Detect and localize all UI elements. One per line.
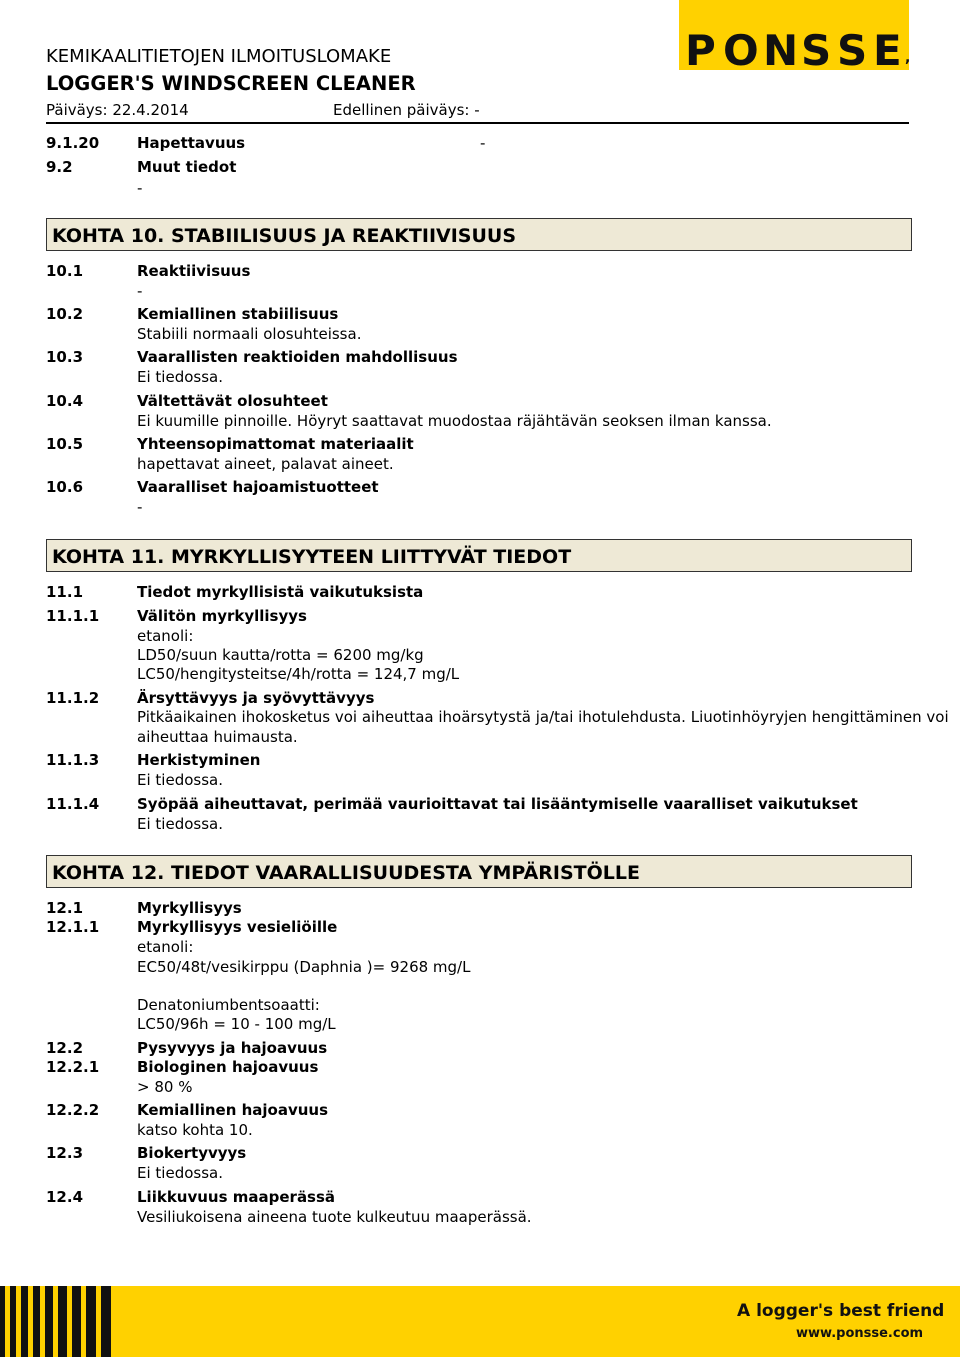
item-value: Ei tiedossa. — [137, 815, 223, 833]
product-name: LOGGER'S WINDSCREEN CLEANER — [46, 72, 416, 95]
item-number: 11.1 — [46, 583, 84, 601]
item-number: 10.5 — [46, 435, 84, 453]
item-number: 12.3 — [46, 1144, 84, 1162]
item-number: 12.4 — [46, 1188, 84, 1206]
item-number: 12.2.2 — [46, 1101, 100, 1119]
section-heading-12 — [46, 855, 912, 888]
footer-website: www.ponsse.com — [796, 1326, 924, 1341]
item-value: EC50/48t/vesikirppu (Daphnia )= 9268 mg/L — [137, 958, 471, 976]
item-title: Kemiallinen hajoavuus — [137, 1101, 329, 1119]
item-number: 9.1.20 — [46, 134, 100, 152]
section-title: KOHTA 10. STABIILISUUS JA REAKTIIVISUUS — [52, 225, 517, 247]
item-title: Myrkyllisyys vesieliöille — [137, 918, 338, 936]
logo-letter: P — [685, 26, 716, 75]
item-value: > 80 % — [137, 1078, 193, 1096]
item-title: Syöpää aiheuttavat, perimää vaurioittavat tai lisääntymiselle vaaralliset vaikutukset — [137, 795, 858, 813]
item-value: LC50/96h = 10 - 100 mg/L — [137, 1015, 336, 1033]
item-title: Ärsyttävyys ja syövyttävyys — [137, 689, 375, 707]
item-value: hapettavat aineet, palavat aineet. — [137, 455, 394, 473]
footer-slogan: A logger's best friend — [737, 1301, 945, 1321]
item-value: - — [480, 134, 486, 152]
item-value: aiheuttaa huimausta. — [137, 728, 298, 746]
item-title: Vaarallisten reaktioiden mahdollisuus — [137, 348, 458, 366]
footer-stripe — [58, 1286, 67, 1357]
item-value: LD50/suun kautta/rotta = 6200 mg/kg — [137, 646, 424, 664]
footer-stripe — [45, 1286, 53, 1357]
item-title: Biologinen hajoavuus — [137, 1058, 319, 1076]
item-title: Biokertyvyys — [137, 1144, 247, 1162]
item-number: 12.2.1 — [46, 1058, 100, 1076]
section-title: KOHTA 11. MYRKYLLISYYTEEN LIITTYVÄT TIEDOT — [52, 546, 572, 568]
footer-stripe — [72, 1286, 81, 1357]
ponsse-logo — [679, 0, 909, 75]
footer-stripe — [101, 1286, 111, 1357]
item-number: 11.1.2 — [46, 689, 100, 707]
item-title: Välitön myrkyllisyys — [137, 607, 307, 625]
item-number: 11.1.1 — [46, 607, 100, 625]
item-number: 10.6 — [46, 478, 84, 496]
item-title: Herkistyminen — [137, 751, 261, 769]
item-number: 12.1 — [46, 899, 84, 917]
footer-banner — [0, 1286, 960, 1357]
footer-stripe — [33, 1286, 40, 1357]
header-rule — [46, 122, 909, 124]
item-value: Stabiili normaali olosuhteissa. — [137, 325, 362, 343]
item-value: Denatoniumbentsoaatti: — [137, 996, 320, 1014]
document-title: KEMIKAALITIETOJEN ILMOITUSLOMAKE — [46, 46, 392, 67]
footer-stripe — [10, 1286, 16, 1357]
item-title: Kemiallinen stabiilisuus — [137, 305, 339, 323]
item-value: LC50/hengitysteitse/4h/rotta = 124,7 mg/L — [137, 665, 460, 683]
logo-letter: S — [837, 26, 868, 75]
item-value: katso kohta 10. — [137, 1121, 253, 1139]
item-value: etanoli: — [137, 627, 194, 645]
logo-letter: N — [763, 26, 799, 75]
section-heading-10 — [46, 218, 912, 251]
item-value: Ei tiedossa. — [137, 771, 223, 789]
section-title: KOHTA 12. TIEDOT VAARALLISUUDESTA YMPÄRISTÖLLE — [52, 862, 640, 884]
item-number: 11.1.3 — [46, 751, 100, 769]
item-title: Muut tiedot — [137, 158, 237, 176]
item-title: Pysyvyys ja hajoavuus — [137, 1039, 328, 1057]
date: Päiväys: 22.4.2014 — [46, 101, 189, 119]
item-title: Vaaralliset hajoamistuotteet — [137, 478, 379, 496]
item-number: 9.2 — [46, 158, 73, 176]
item-number: 10.2 — [46, 305, 84, 323]
logo-letter: E — [873, 26, 902, 75]
logo-mark: , — [905, 50, 911, 66]
footer-stripe — [86, 1286, 96, 1357]
footer-stripe — [0, 1286, 5, 1357]
footer-stripe — [21, 1286, 28, 1357]
item-number: 12.1.1 — [46, 918, 100, 936]
item-value: Ei tiedossa. — [137, 1164, 223, 1182]
item-value: - — [137, 498, 143, 516]
item-title: Vältettävät olosuhteet — [137, 392, 328, 410]
item-number: 11.1.4 — [46, 795, 100, 813]
item-value: Vesiliukoisena aineena tuote kulkeutuu maaperässä. — [137, 1208, 532, 1226]
item-title: Myrkyllisyys — [137, 899, 242, 917]
item-number: 10.4 — [46, 392, 84, 410]
item-value: - — [137, 179, 143, 197]
item-value: Ei tiedossa. — [137, 368, 223, 386]
item-value: etanoli: — [137, 938, 194, 956]
item-value: Ei kuumille pinnoille. Höyryt saattavat muodostaa räjähtävän seoksen ilman kanssa. — [137, 412, 772, 430]
item-number: 10.1 — [46, 262, 84, 280]
item-number: 12.2 — [46, 1039, 84, 1057]
item-title: Liikkuvuus maaperässä — [137, 1188, 336, 1206]
item-value: - — [137, 282, 143, 300]
item-value: Pitkäaikainen ihokosketus voi aiheuttaa ihoärsytystä ja/tai ihotulehdusta. Liuotinhöyryjen hengittäminen voi — [137, 708, 949, 726]
item-title: Yhteensopimattomat materiaalit — [137, 435, 414, 453]
item-number: 10.3 — [46, 348, 84, 366]
item-title: Reaktiivisuus — [137, 262, 251, 280]
item-title: Hapettavuus — [137, 134, 246, 152]
item-title: Tiedot myrkyllisistä vaikutuksista — [137, 583, 424, 601]
logo-letter: S — [801, 26, 832, 75]
previous-date: Edellinen päiväys: - — [333, 101, 480, 119]
section-heading-11 — [46, 539, 912, 572]
logo-letter: O — [723, 26, 759, 75]
